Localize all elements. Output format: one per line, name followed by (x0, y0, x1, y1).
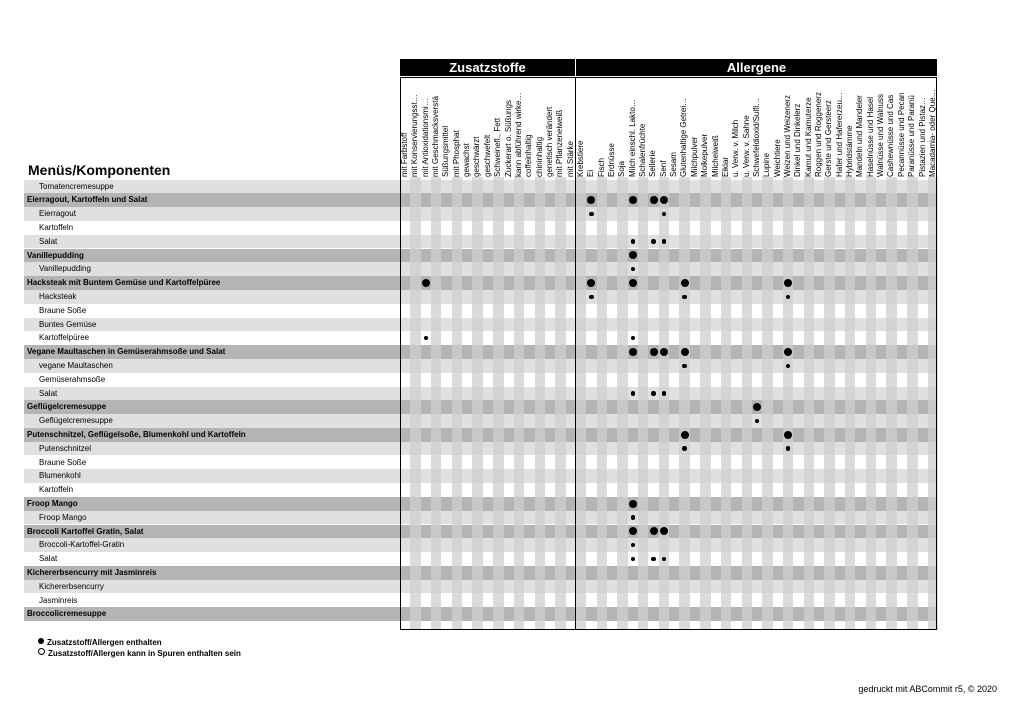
menu-label: Putenschnitzel, Geflügelsoße, Blumenkohl und Kartoffeln (27, 429, 246, 439)
column-header (804, 77, 814, 177)
column-header-label: Erdnüsse (607, 143, 616, 177)
contains-dot-small (651, 391, 656, 396)
column-header-label: Walnüsse und Walnuss (876, 94, 886, 177)
column-header (472, 77, 482, 177)
column-header (855, 77, 865, 177)
column-header (907, 77, 917, 177)
component-label: Vanillepudding (39, 264, 91, 274)
column-stripe (514, 177, 524, 630)
contains-dot-small (651, 557, 656, 562)
column-header-label: Macadamia- oder Que… (927, 89, 937, 177)
column-header (783, 77, 793, 177)
contains-dot-small (682, 295, 687, 300)
column-header-label: Sellerie (648, 150, 658, 177)
column-header-label: Ei (586, 169, 596, 177)
component-label: Salat (39, 236, 58, 246)
column-header (431, 77, 441, 177)
contains-dot (650, 196, 658, 204)
column-header (752, 77, 762, 177)
column-header-label: mit Antioxidationsmi… (420, 98, 430, 177)
column-header (648, 77, 658, 177)
column-stripe (721, 177, 731, 630)
column-header-label: Molkepulver (700, 133, 710, 177)
column-stripe (535, 177, 545, 630)
column-header (638, 77, 648, 177)
menu-label: Eierragout, Kartoffeln und Salat (27, 195, 148, 205)
column-stripe (824, 177, 834, 630)
contains-dot-small (589, 295, 594, 300)
column-header-label: Hybridstämme (845, 125, 855, 177)
column-header (876, 77, 886, 177)
contains-dot (660, 348, 668, 356)
column-header (421, 77, 431, 177)
component-label: Geflügelcremesuppe (39, 416, 113, 426)
contains-dot (422, 279, 430, 287)
column-header (504, 77, 514, 177)
column-stripe (638, 177, 648, 630)
contains-dot (681, 348, 689, 356)
column-stripe (928, 177, 938, 630)
component-label: Putenschnitzel (39, 443, 92, 453)
column-header-label: Hafer und Hafererzeu… (834, 92, 844, 177)
column-header-label: Kamut und Kamuterze (803, 97, 813, 177)
column-stripe (762, 177, 772, 630)
contains-dot-small (662, 391, 667, 396)
component-label: Blumenkohl (39, 471, 81, 481)
column-stripe (700, 177, 710, 630)
column-header-label: Soja (617, 160, 627, 177)
column-header (659, 77, 669, 177)
column-header-label: mit Konservierungsst… (410, 94, 420, 177)
contains-dot (650, 527, 658, 535)
menu-label: Kichererbsencurry mit Jasminreis (27, 567, 157, 577)
column-header (824, 77, 834, 177)
column-header (773, 77, 783, 177)
filled-dot-icon (38, 638, 44, 644)
component-label: Salat (39, 554, 58, 564)
menu-label: Vegane Maultaschen in Gemüserahmsoße und Salat (27, 347, 226, 357)
column-stripe (597, 177, 607, 630)
column-header-label: Zuckerart o. Süßungs (503, 100, 513, 177)
column-stripe (493, 177, 503, 630)
component-label: vegane Maultaschen (39, 360, 113, 370)
contains-dot-small (682, 364, 687, 369)
column-header (617, 77, 627, 177)
column-header (597, 77, 607, 177)
column-header-label: gewachst (462, 143, 472, 177)
column-header (679, 77, 689, 177)
component-label: Eierragout (39, 209, 76, 219)
component-label: Jasminreis (39, 595, 78, 605)
legend-filled-label: Zusatzstoff/Allergen enthalten (47, 638, 162, 647)
column-header-label: Mandeln und Mandeler (855, 95, 865, 177)
column-header-label: mit Farbstoff (400, 132, 409, 177)
column-stripe (783, 177, 793, 630)
legend-hollow (38, 648, 241, 659)
column-stripe (452, 177, 462, 630)
column-header (669, 77, 679, 177)
component-label: Buntes Gemüse (39, 319, 97, 329)
column-header (793, 77, 803, 177)
column-header (441, 77, 451, 177)
column-header (535, 77, 545, 177)
column-stripe (845, 177, 855, 630)
page-title: Menüs/Komponenten (28, 162, 171, 178)
column-header (742, 77, 752, 177)
column-header-label: Dinkel und Dinkelerz (793, 103, 803, 177)
column-header-label: genetisch verändert (544, 106, 554, 177)
menu-label: Hacksteak mit Buntem Gemüse und Kartoffelpüree (27, 278, 221, 288)
column-header (928, 77, 938, 177)
component-label: Salat (39, 388, 58, 398)
component-label: Hacksteak (39, 291, 77, 301)
column-header (586, 77, 596, 177)
component-label: Kichererbsencurry (39, 581, 104, 591)
component-label: Gemüserahmsoße (39, 374, 106, 384)
section-divider (575, 77, 576, 630)
column-header (400, 77, 410, 177)
column-stripe (431, 177, 441, 630)
menu-label: Geflügelcremesuppe (27, 402, 107, 412)
hollow-dot-icon (38, 648, 45, 655)
column-header (628, 77, 638, 177)
zusatzstoffe-header: Zusatzstoffe (400, 59, 575, 76)
contains-dot (681, 431, 689, 439)
column-header (731, 77, 741, 177)
column-header (866, 77, 876, 177)
component-label: Kartoffeln (39, 485, 74, 495)
column-stripe (742, 177, 752, 630)
component-label: Broccoli-Kartoffel-Gratin (39, 540, 125, 550)
column-header-label: Süßungsmittel (441, 125, 451, 177)
column-header-label: Pecannüsse und Pecan (896, 92, 906, 177)
column-header (607, 77, 617, 177)
column-header-label: mit Phosphat (451, 130, 461, 177)
contains-dot-small (631, 239, 636, 244)
footer-credit: gedruckt mit ABCommit r5, © 2020 (858, 684, 997, 694)
component-label: Tomatencremesuppe (39, 181, 114, 191)
column-header (700, 77, 710, 177)
contains-dot-small (651, 239, 656, 244)
column-stripe (659, 177, 669, 630)
column-header (814, 77, 824, 177)
column-header (897, 77, 907, 177)
column-header-label: mit Geschmacksverstä (431, 96, 441, 177)
component-label: Braune Soße (39, 305, 87, 315)
contains-dot-small (589, 212, 594, 217)
column-header-label: mit Stärke (565, 140, 575, 177)
column-header (886, 77, 896, 177)
column-header-label: u. Verw. v. Sahne (741, 115, 751, 177)
column-stripe (679, 177, 689, 630)
column-header-label: Weizen und Weizenerz (782, 95, 792, 177)
column-header-label: Senf (658, 160, 668, 177)
column-header-label: Sesam (669, 152, 679, 177)
column-header (545, 77, 555, 177)
column-header-label: kann abführend wirke… (513, 92, 523, 177)
column-header (576, 77, 586, 177)
contains-dot-small (662, 239, 667, 244)
contains-dot-small (682, 446, 687, 451)
menu-label: Froop Mango (27, 498, 78, 508)
column-header-label: Milcheiweiß (710, 135, 720, 177)
column-header-label: mit Pflanzeneiweiß (555, 109, 565, 177)
column-header (493, 77, 503, 177)
column-header-label: Krebstiere (575, 140, 585, 177)
column-header (690, 77, 700, 177)
column-header-label: Paranüsse und Paranü (907, 95, 917, 177)
component-label: Froop Mango (39, 512, 87, 522)
column-header-label: u. Verw. v. Milch (731, 119, 741, 177)
legend (38, 637, 241, 659)
component-label: Braune Soße (39, 457, 87, 467)
column-header-label: geschwefelt (482, 134, 492, 177)
column-header (835, 77, 845, 177)
contains-dot (629, 348, 637, 356)
column-header (452, 77, 462, 177)
column-stripe (907, 177, 917, 630)
allergene-header: Allergene (576, 59, 937, 76)
column-header (483, 77, 493, 177)
column-stripe (886, 177, 896, 630)
legend-filled (38, 637, 241, 648)
column-header-label: Lupine (762, 152, 772, 177)
column-header (462, 77, 472, 177)
contains-dot (784, 431, 792, 439)
column-header-label: Glutenhaltige Getrei… (679, 97, 689, 177)
column-stripe (617, 177, 627, 630)
column-header-label: Schwefeldioxid/Sulfi… (751, 97, 761, 177)
column-stripe (472, 177, 482, 630)
contains-dot-small (631, 391, 636, 396)
column-header (410, 77, 420, 177)
column-header-label: Eiklar (720, 156, 730, 177)
column-stripe (410, 177, 420, 630)
column-header-label: Schweinefl., Fett (493, 117, 503, 177)
column-header (711, 77, 721, 177)
contains-dot (629, 279, 637, 287)
column-header (514, 77, 524, 177)
menu-label: Vanillepudding (27, 250, 84, 260)
legend-hollow-label: Zusatzstoff/Allergen kann in Spuren enthalten sein (48, 649, 241, 658)
column-header (721, 77, 731, 177)
column-header (845, 77, 855, 177)
column-stripe (866, 177, 876, 630)
column-header-label: Roggen und Roggenerz (814, 92, 823, 177)
column-stripe (555, 177, 565, 630)
column-header-label: coffeinhaltig (524, 134, 534, 177)
column-header-label: Weichtiere (772, 139, 782, 177)
column-stripe (576, 177, 586, 630)
column-header-label: Gerste und Gersteerz (824, 100, 834, 177)
contains-dot-small (631, 515, 636, 520)
component-label: Kartoffeln (39, 222, 74, 232)
column-header-label: Haselnüsse und Hasel (865, 96, 875, 177)
column-header-label: geschwärzt (472, 136, 482, 177)
column-header (918, 77, 928, 177)
column-header-label: Milch einschl. Lakto… (627, 99, 637, 177)
column-header (524, 77, 534, 177)
column-header-label: Pistazien und Pistaz… (917, 96, 927, 177)
contains-dot (650, 348, 658, 356)
menu-label: Broccoli Kartoffel Gratin, Salat (27, 526, 144, 536)
column-header-label: Fisch (596, 157, 606, 177)
contains-dot (681, 279, 689, 287)
column-header-label: Schalenfrüchte (638, 123, 648, 177)
column-header (555, 77, 565, 177)
component-label: Kartoffelpüree (39, 333, 90, 343)
column-header (762, 77, 772, 177)
column-header-label: chininhaltig (534, 136, 544, 177)
menu-label: Broccolicremesuppe (27, 609, 107, 619)
column-header-label: Cashewnüsse und Cas (886, 94, 896, 177)
column-header-label: Milchpulver (689, 136, 699, 177)
column-stripe (804, 177, 814, 630)
contains-dot (629, 500, 637, 508)
